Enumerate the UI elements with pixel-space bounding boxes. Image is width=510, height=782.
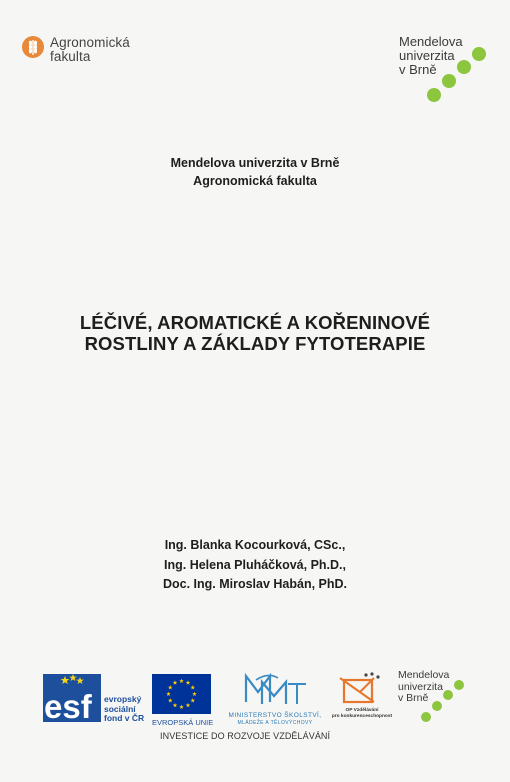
eu-label: EVROPSKÁ UNIE <box>152 718 214 727</box>
title-line1: LÉČIVÉ, AROMATICKÉ A KOŘENINOVÉ <box>79 312 431 333</box>
op-line1: OP Vzdělávání <box>345 708 379 713</box>
eu-star-icon <box>186 680 191 684</box>
eu-star-icon <box>168 685 173 689</box>
op-logo <box>330 672 394 726</box>
logo-dot <box>472 47 486 61</box>
msmt-line1: MINISTERSTVO ŠKOLSTVÍ, <box>228 712 322 719</box>
university-bottom-line3: v Brně <box>398 692 429 704</box>
logo-dot <box>432 701 442 711</box>
eu-star-icon <box>186 703 191 707</box>
eu-star-icon <box>192 692 197 696</box>
esf-line1: evropský <box>104 694 142 704</box>
university-logo-line3: v Brně <box>399 62 437 77</box>
logo-dot <box>457 60 471 74</box>
logo-dot <box>443 690 453 700</box>
faculty-logo-line1: Agronomická <box>50 35 130 50</box>
eu-star-icon <box>166 692 171 696</box>
university-logo-bottom <box>398 670 449 705</box>
logo-dot <box>427 88 441 102</box>
institution-heading <box>0 154 510 190</box>
eu-star-icon <box>173 680 178 684</box>
eu-star-icon <box>179 705 184 709</box>
logo-dot <box>454 680 464 690</box>
author-name: Doc. Ing. Miroslav Habán, PhD. <box>162 577 348 591</box>
faculty-logo <box>22 36 130 64</box>
university-logo-line2: univerzita <box>399 48 455 63</box>
esf-emblem <box>43 674 101 722</box>
institution-line1: Mendelova univerzita v Brně <box>170 156 340 170</box>
esf-letters: esf <box>44 688 92 722</box>
university-bottom-line2: univerzita <box>398 680 443 693</box>
author-name: Ing. Blanka Kocourková, CSc., <box>164 538 346 552</box>
eu-star-icon <box>179 679 184 683</box>
eu-flag-icon <box>152 674 211 714</box>
esf-line3: fond v ČR <box>104 713 145 723</box>
eu-star-icon <box>173 703 178 707</box>
logo-dot <box>421 712 431 722</box>
eu-star-icon <box>168 698 173 702</box>
document-title <box>0 312 510 354</box>
title-line2: ROSTLINY A ZÁKLADY FYTOTERAPIE <box>84 333 426 354</box>
msmt-monogram-icon <box>216 670 334 710</box>
university-logo-line1: Mendelova <box>399 34 463 49</box>
esf-logo <box>43 674 147 724</box>
eu-star-icon <box>190 685 195 689</box>
eu-logo <box>152 674 214 727</box>
msmt-line2: MLÁDEŽE A TĚLOVÝCHOVY <box>237 720 313 726</box>
op-line2: pro konkurenceschopnost <box>331 714 393 719</box>
author-list <box>0 536 510 595</box>
msmt-logo <box>216 670 334 726</box>
esf-line2: sociální <box>104 703 136 714</box>
wheat-icon <box>22 36 44 58</box>
op-emblem-icon <box>330 672 394 706</box>
faculty-logo-line2: fakulta <box>50 49 91 64</box>
university-bottom-line1: Mendelova <box>398 669 450 681</box>
logo-dot <box>442 74 456 88</box>
institution-line2: Agronomická fakulta <box>193 174 317 188</box>
university-logo <box>399 35 463 77</box>
eu-star-icon <box>190 698 195 702</box>
author-name: Ing. Helena Pluháčková, Ph.D., <box>164 557 346 572</box>
funding-slogan: INVESTICE DO ROZVOJE VZDĚLÁVÁNÍ <box>160 731 331 741</box>
